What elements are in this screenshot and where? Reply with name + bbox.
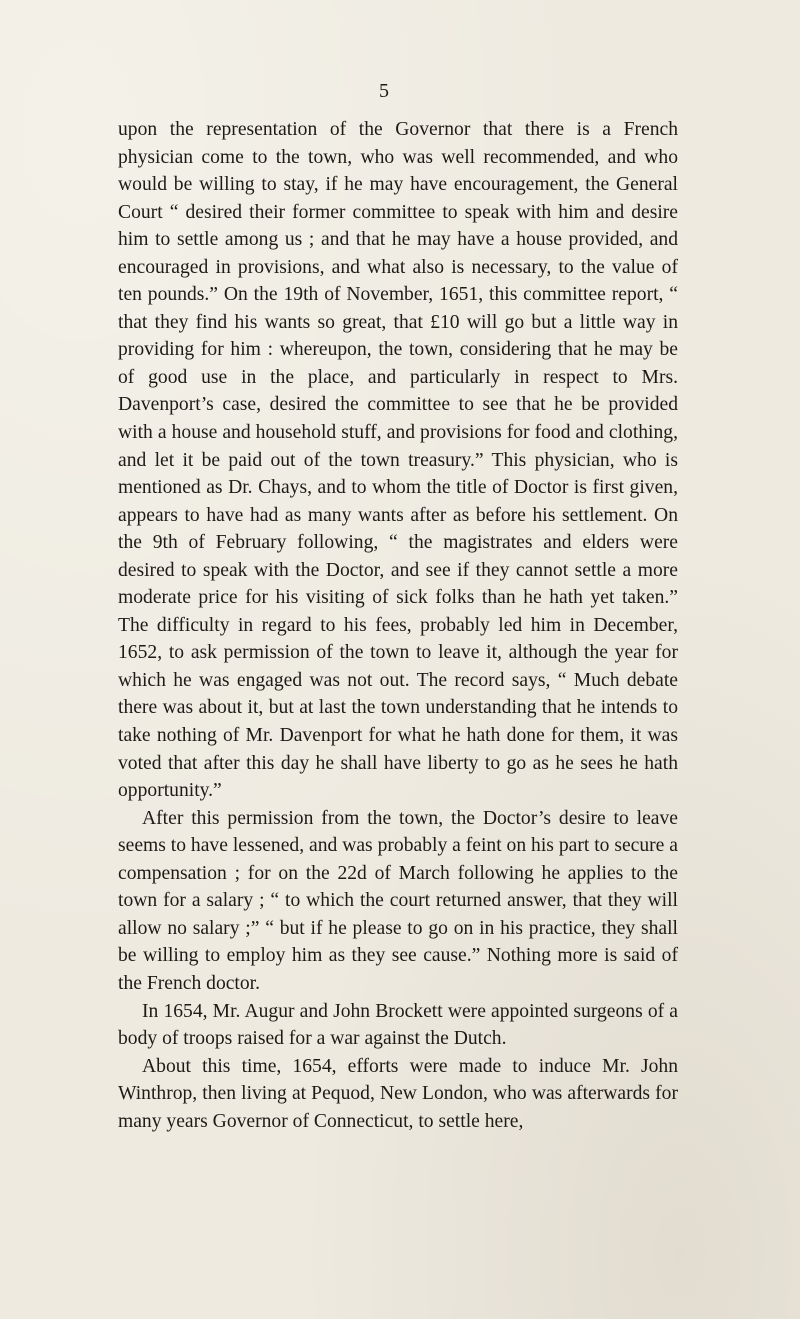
paragraph-doctor-desire: After this permission from the town, the Doctor’s desire to leave seems to have lessened, and was probably a feint on his part to secure a compensation ; for on the 22d of March following he applies to the town for a salary ; “ to which the court returned answer, that they will allow no salary ;” “ but if he please to go on in his practice, they shall be willing to employ him as they see cause.” Nothing more is said of the French doctor. bbox=[118, 807, 678, 994]
body-text bbox=[118, 116, 678, 1135]
paragraph-winthrop: About this time, 1654, efforts were made to induce Mr. John Winthrop, then living at Pequod, New London, who was afterwards for many years Governor of Connecticut, to settle here, bbox=[118, 1055, 678, 1132]
paragraph-french-physician: upon the representation of the Governor that there is a French physician come to the town, who was well recommended, and who would be willing to stay, if he may have encouragement, the General Court “ desired their former committee to speak with him and desire him to settle among us ; and that he may have a house provided, and encouraged in provisions, and what also is necessary, to the value of ten pounds.” On the 19th of November, 1651, this committee report, “ that they find his wants so great, that £10 will go but a little way in providing for him : whereupon, the town, considering that he may be of good use in the place, and particularly in respect to Mrs. Davenport’s case, desired the committee to see that he be provided with a house and household stuff, and provisions for food and clothing, and let it be paid out of the town treasury.” This physician, who is mentioned as Dr. Chays, and to whom the title of Doctor is first given, appears to have had as many wants after as before his settlement. On the 9th of February following, “ the magistrates and elders were desired to speak with the Doctor, and see if they cannot settle a more moderate price for his visiting of sick folks than he hath yet taken.” The difficulty in regard to his fees, probably led him in December, 1652, to ask permission of the town to leave it, although the year for which he was engaged was not out. The record says, “ Much debate there was about it, but at last the town understanding that he intends to take nothing of Mr. Davenport for what he hath done for them, it was voted that after this day he shall have liberty to go as he sees he hath opportunity.” bbox=[118, 119, 678, 802]
paragraph-surgeons-1654: In 1654, Mr. Augur and John Brockett were appointed surgeons of a body of troops raised for a war against the Dutch. bbox=[118, 1000, 678, 1050]
page-number: 5 bbox=[379, 80, 389, 102]
